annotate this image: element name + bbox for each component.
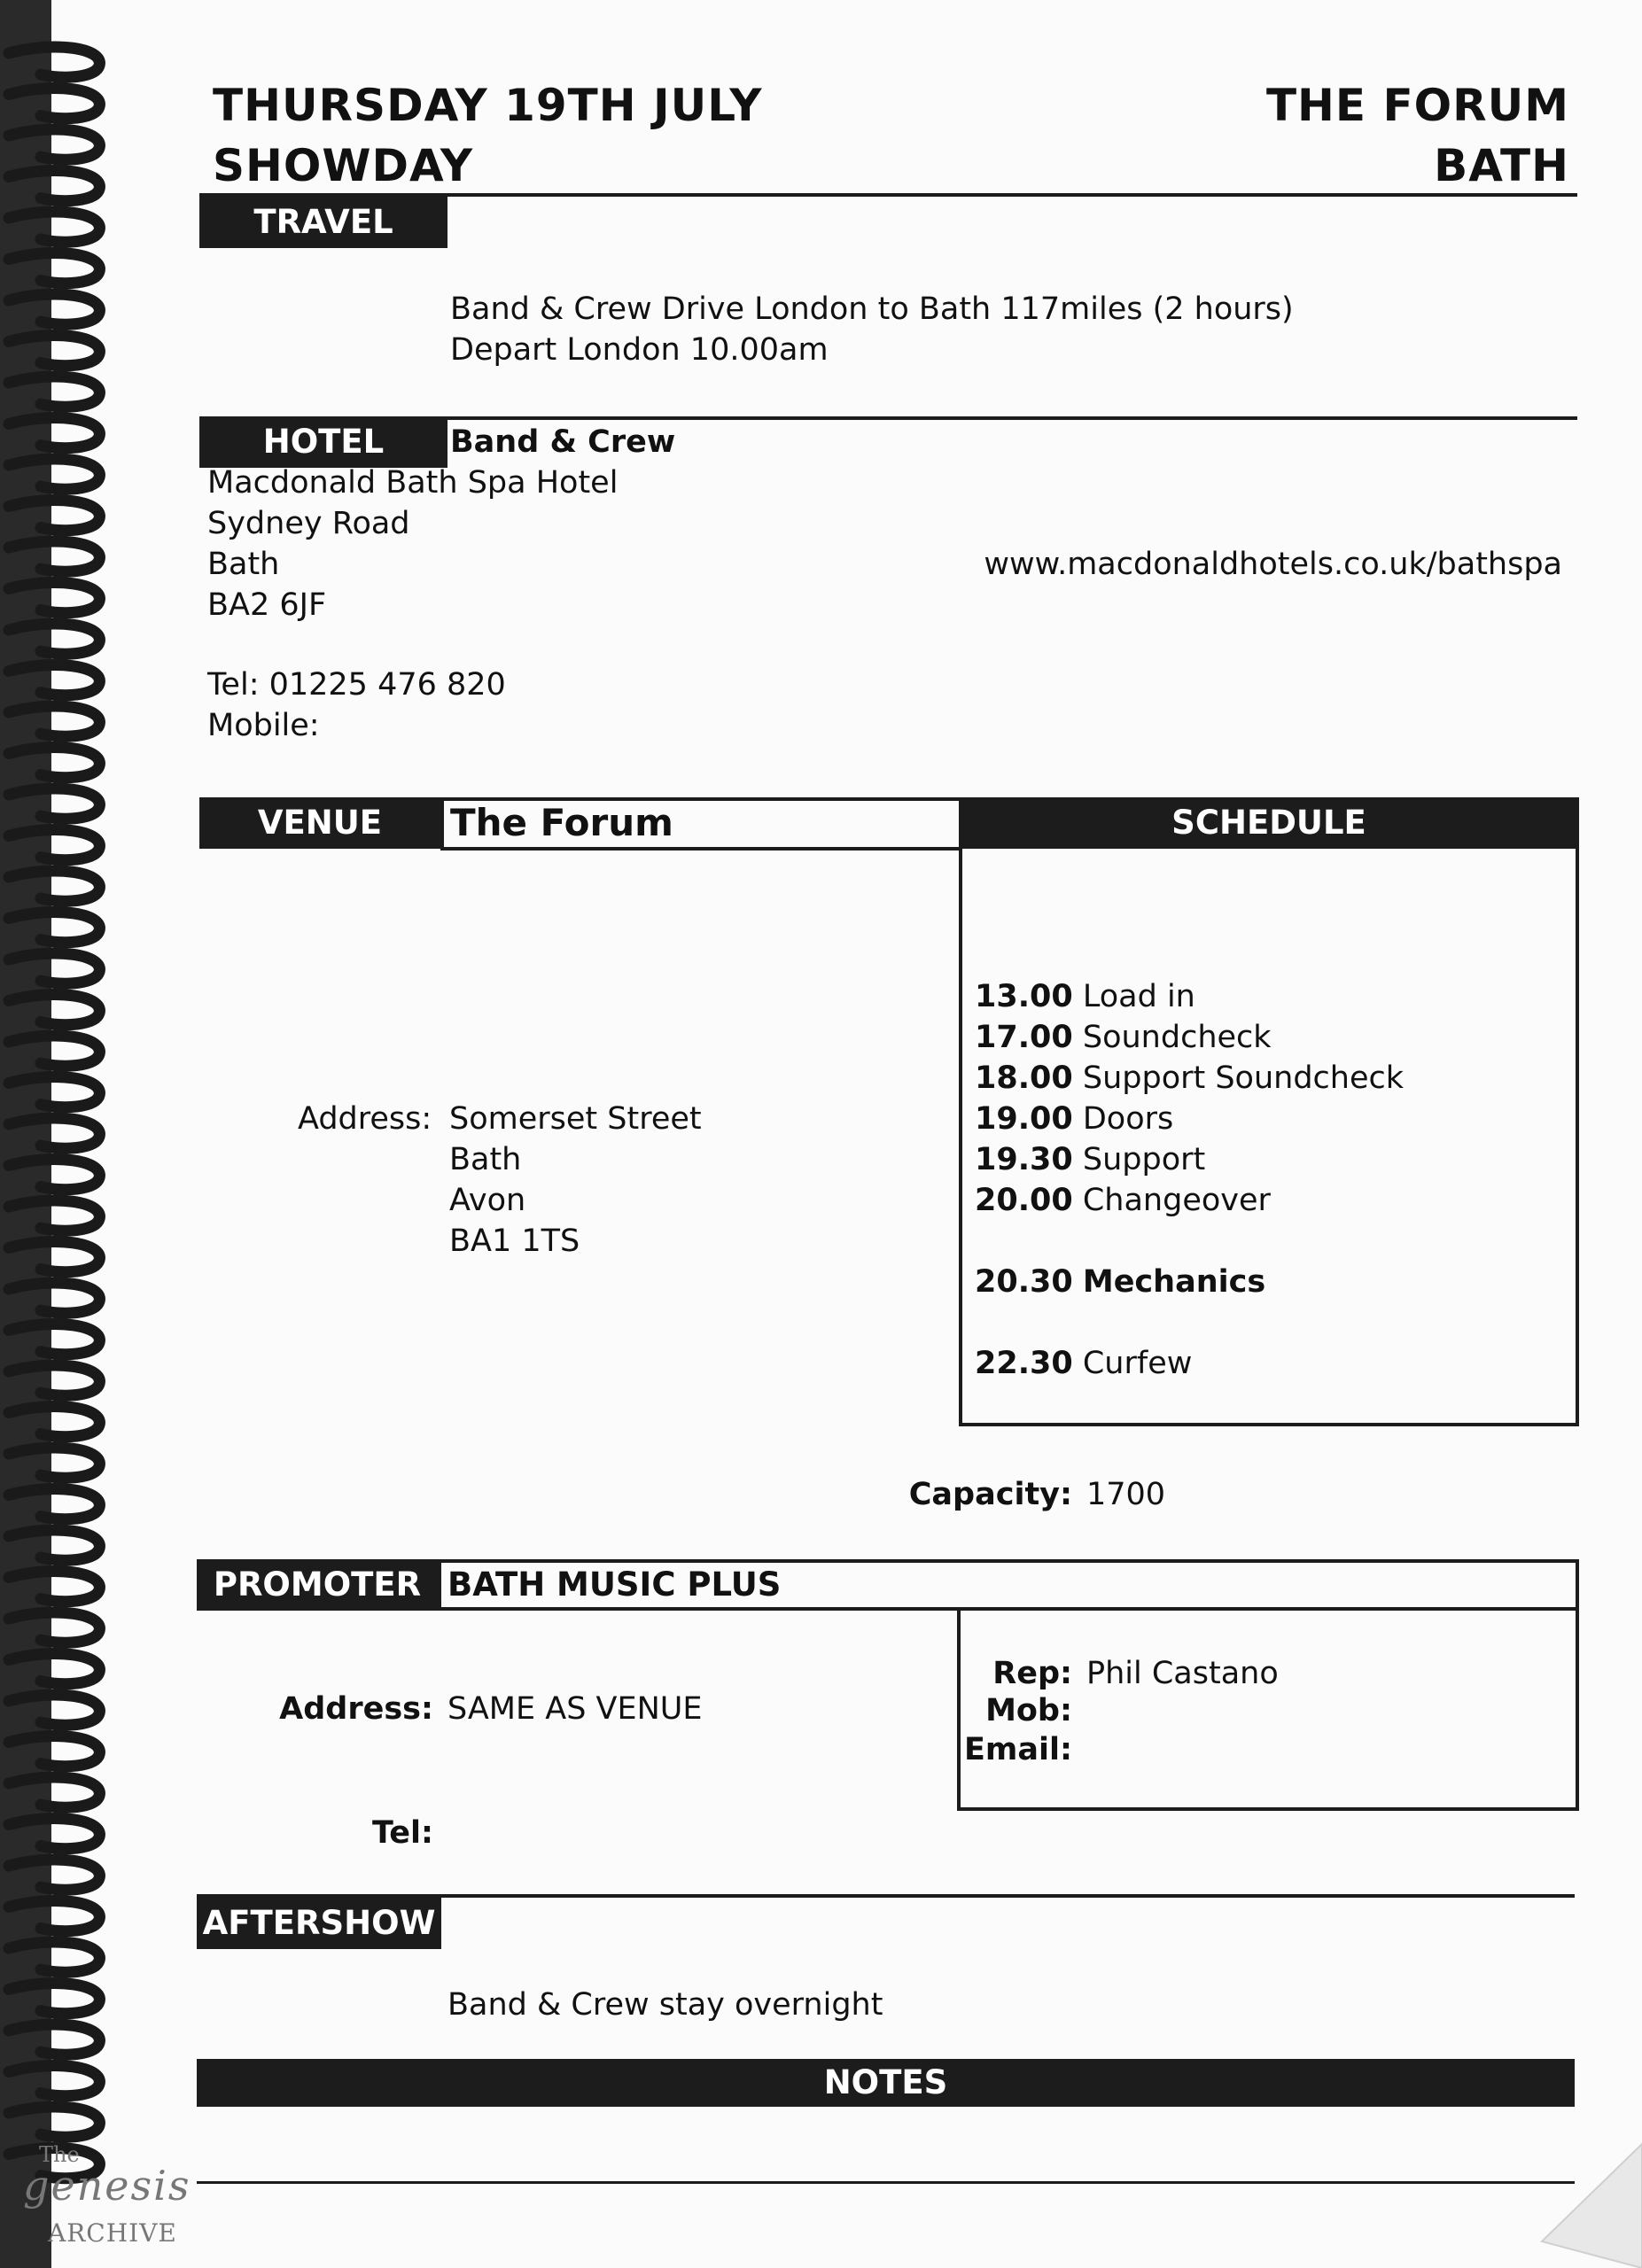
hotel-address-line: Sydney Road bbox=[207, 506, 410, 541]
hotel-mobile: Mobile: bbox=[207, 708, 320, 743]
watermark-archive: ARCHIVE bbox=[48, 2218, 177, 2248]
venue-address-line: Avon bbox=[449, 1183, 526, 1218]
hotel-for: Band & Crew bbox=[450, 424, 676, 460]
header-city: BATH bbox=[1434, 140, 1569, 191]
hotel-label: HOTEL bbox=[199, 416, 447, 468]
schedule-event: Support Soundcheck bbox=[1082, 1060, 1405, 1096]
schedule-event: Soundcheck bbox=[1082, 1020, 1272, 1055]
schedule-event: Curfew bbox=[1082, 1346, 1193, 1381]
schedule-list bbox=[975, 976, 1404, 1384]
capacity-label: Capacity: bbox=[908, 1477, 1072, 1512]
promoter-address: SAME AS VENUE bbox=[447, 1691, 703, 1727]
schedule-item bbox=[975, 1139, 1404, 1180]
header-day-type: SHOWDAY bbox=[213, 140, 474, 191]
promoter-tel-label: Tel: bbox=[372, 1815, 433, 1851]
notes-label: NOTES bbox=[197, 2059, 1575, 2107]
schedule-event: Load in bbox=[1082, 979, 1195, 1014]
hotel-address-line: BA2 6JF bbox=[207, 587, 327, 623]
venue-name: The Forum bbox=[450, 801, 673, 844]
venue-address-line: Bath bbox=[449, 1142, 522, 1177]
schedule-label: SCHEDULE bbox=[959, 797, 1579, 849]
hotel-address-line: Bath bbox=[207, 547, 280, 582]
venue-address-line: Somerset Street bbox=[449, 1101, 702, 1137]
venue-address-label: Address: bbox=[298, 1101, 432, 1137]
travel-line-2: Depart London 10.00am bbox=[450, 332, 829, 368]
schedule-item bbox=[975, 1017, 1404, 1058]
venue-label: VENUE bbox=[199, 797, 440, 849]
header-date: THURSDAY 19TH JULY bbox=[213, 80, 763, 131]
watermark-genesis: genesis bbox=[23, 2162, 191, 2210]
travel-line-1: Band & Crew Drive London to Bath 117miles (2 hours) bbox=[450, 291, 1294, 327]
schedule-time: 22.30 bbox=[975, 1346, 1073, 1381]
hotel-address-line: Macdonald Bath Spa Hotel bbox=[207, 465, 619, 501]
schedule-time: 13.00 bbox=[975, 979, 1073, 1014]
capacity-value: 1700 bbox=[1086, 1477, 1166, 1512]
schedule-item-headliner bbox=[975, 1262, 1404, 1302]
schedule-item bbox=[975, 1343, 1404, 1384]
promoter-rep: Phil Castano bbox=[1086, 1656, 1279, 1691]
schedule-event: Doors bbox=[1082, 1101, 1174, 1137]
schedule-event: Mechanics bbox=[1082, 1264, 1266, 1300]
schedule-time: 17.00 bbox=[975, 1020, 1073, 1055]
hotel-tel: Tel: 01225 476 820 bbox=[207, 667, 506, 703]
aftershow-label: AFTERSHOW bbox=[197, 1898, 441, 1949]
schedule-event: Support bbox=[1082, 1142, 1206, 1177]
schedule-time: 20.30 bbox=[975, 1264, 1073, 1300]
schedule-time: 19.00 bbox=[975, 1101, 1073, 1137]
schedule-time: 20.00 bbox=[975, 1183, 1073, 1218]
watermark-the: The bbox=[39, 2142, 80, 2167]
schedule-time: 19.30 bbox=[975, 1142, 1073, 1177]
promoter-rep-label: Rep: bbox=[992, 1656, 1072, 1691]
schedule-time: 18.00 bbox=[975, 1060, 1073, 1096]
venue-address-line: BA1 1TS bbox=[449, 1223, 580, 1259]
header-venue-name: THE FORUM bbox=[1265, 80, 1569, 131]
promoter-address-label: Address: bbox=[279, 1691, 433, 1727]
promoter-mob-label: Mob: bbox=[985, 1693, 1072, 1728]
schedule-event: Changeover bbox=[1082, 1183, 1271, 1218]
schedule-item bbox=[975, 1180, 1404, 1221]
schedule-item bbox=[975, 976, 1404, 1017]
travel-label: TRAVEL bbox=[199, 197, 447, 248]
divider bbox=[197, 2181, 1575, 2184]
promoter-name: BATH MUSIC PLUS bbox=[447, 1565, 782, 1604]
promoter-label: PROMOTER bbox=[197, 1559, 438, 1611]
schedule-item bbox=[975, 1058, 1404, 1099]
spiral-binding bbox=[0, 0, 106, 2268]
schedule-item bbox=[975, 1099, 1404, 1139]
hotel-website-link[interactable]: www.macdonaldhotels.co.uk/bathspa bbox=[984, 547, 1562, 582]
promoter-email-label: Email: bbox=[964, 1732, 1072, 1767]
page-corner-fold bbox=[1506, 2126, 1642, 2268]
aftershow-text: Band & Crew stay overnight bbox=[447, 1987, 883, 2023]
